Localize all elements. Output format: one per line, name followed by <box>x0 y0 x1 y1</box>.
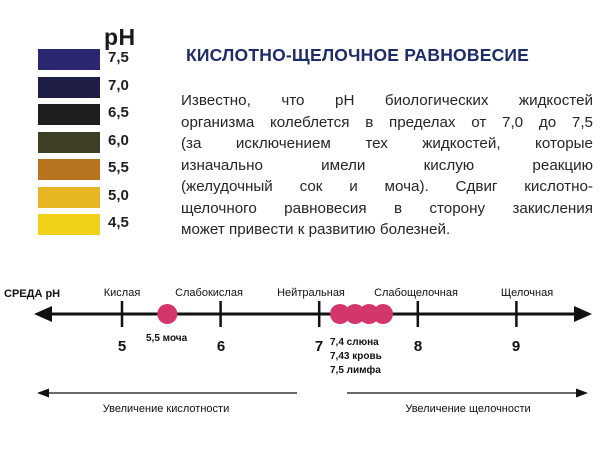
legend-label: 6,0 <box>108 131 129 149</box>
zone-label-neutral: Нейтральная <box>277 287 345 299</box>
legend-label: 5,5 <box>108 159 129 176</box>
zone-label-alkaline: Щелочная <box>500 287 554 299</box>
axis-arrow-left-icon <box>34 306 52 322</box>
blood-ph-note: 7,43 кровь <box>330 351 382 362</box>
tick-label: 5 <box>117 338 127 355</box>
legend-label: 7,5 <box>108 49 129 66</box>
axis-arrow-right-icon <box>574 306 592 322</box>
paragraph-line: щелочного равновесия в сторону закисления <box>181 199 593 217</box>
bodily-fluids-ph-dot <box>373 304 393 324</box>
paragraph-line: (желудочный сок и моча). Сдвиг кислотно- <box>181 178 593 195</box>
zone-label-acidic: Кислая <box>103 287 141 299</box>
acidity-increase-label: Увеличение кислотности <box>102 403 230 415</box>
legend-title: pH <box>104 24 136 50</box>
saliva-ph-note: 7,4 слюна <box>330 337 379 348</box>
alkalinity-increase-label: Увеличение щелочности <box>405 403 531 415</box>
alkalinity-arrow-icon <box>576 389 588 398</box>
zone-label-weakly-alkaline: Слабощелочная <box>374 287 458 299</box>
legend-label: 6,5 <box>108 104 129 121</box>
paragraph-line: может привести к развитию болезней. <box>181 221 451 238</box>
paragraph-line: изначально имели кислую реакцию <box>181 156 593 174</box>
legend-label: 4,5 <box>108 214 129 231</box>
paragraph-line: организма колеблется в пределах от 7,0 до 7,5 <box>181 113 593 131</box>
tick-label: 6 <box>216 338 226 355</box>
legend-label: 5,0 <box>108 186 129 204</box>
acidity-arrow-icon <box>37 389 49 398</box>
urine-ph-dot <box>157 304 177 324</box>
tick-label: 8 <box>413 338 423 355</box>
zone-label-weakly-acidic: Слабокислая <box>175 287 243 299</box>
legend-label: 7,0 <box>108 76 129 94</box>
lymph-ph-note: 7,5 лимфа <box>330 365 381 376</box>
page-heading: КИСЛОТНО-ЩЕЛОЧНОЕ РАВНОВЕСИЕ <box>186 45 530 65</box>
paragraph-line: Известно, что pH биологических жидкостей <box>181 92 593 109</box>
tick-label: 7 <box>314 338 324 355</box>
paragraph-line: (за исключением тех жидкостей, которые <box>181 135 593 152</box>
environment-ph-label: СРЕДА pH <box>4 288 61 300</box>
tick-label: 9 <box>511 338 521 355</box>
urine-ph-note: 5,5 моча <box>146 333 188 344</box>
